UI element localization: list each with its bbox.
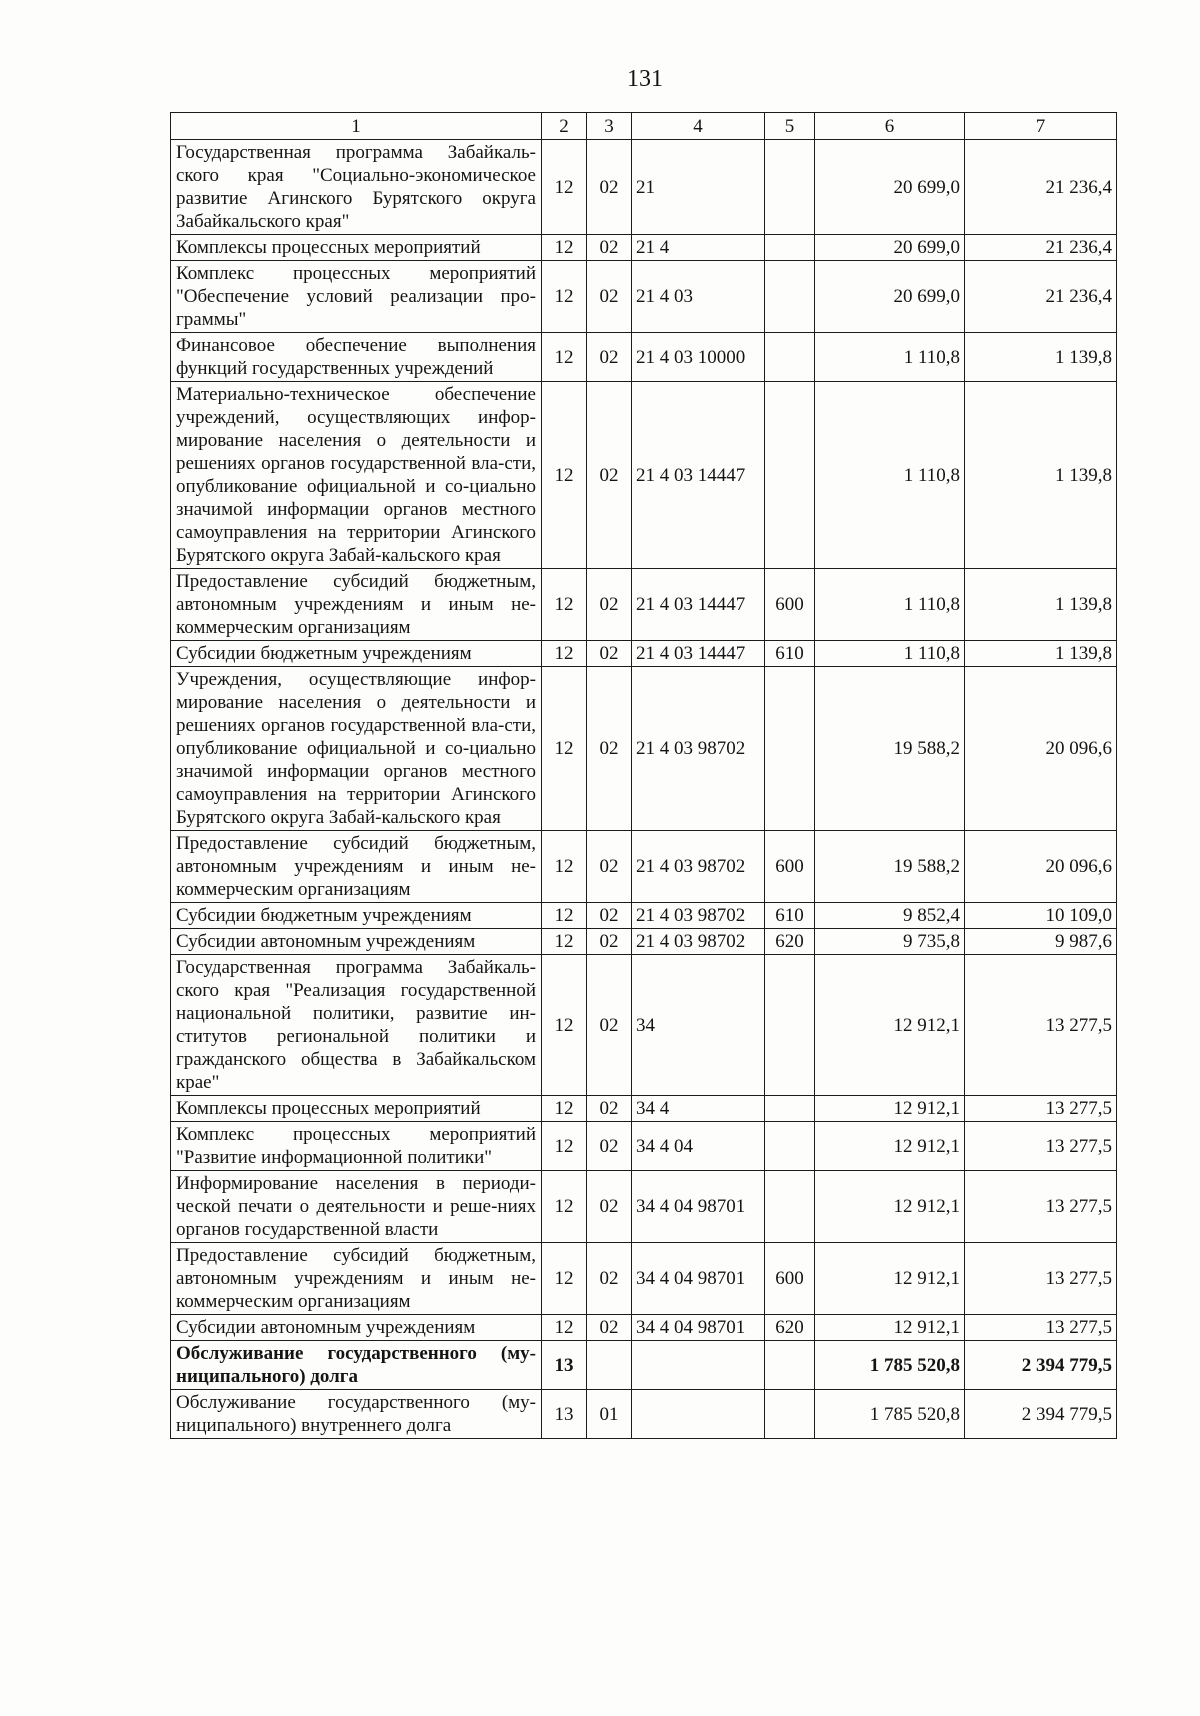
cell-target-article: 21 4 03 98702 bbox=[632, 667, 765, 831]
cell-section: 12 bbox=[542, 929, 587, 955]
page-number: 131 bbox=[627, 66, 663, 92]
table-row bbox=[171, 667, 1117, 831]
cell-section: 12 bbox=[542, 140, 587, 235]
cell-subsection: 02 bbox=[587, 1096, 632, 1122]
table-row bbox=[171, 1315, 1117, 1341]
cell-amount-year-2: 1 139,8 bbox=[965, 333, 1117, 382]
table-row bbox=[171, 333, 1117, 382]
cell-subsection bbox=[587, 1341, 632, 1390]
cell-subsection: 02 bbox=[587, 1243, 632, 1315]
cell-expense-type: 610 bbox=[765, 641, 815, 667]
header-col-6: 6 bbox=[815, 113, 965, 140]
cell-target-article: 21 4 03 98702 bbox=[632, 929, 765, 955]
budget-table bbox=[170, 112, 1117, 1439]
cell-amount-year-2: 13 277,5 bbox=[965, 955, 1117, 1096]
cell-expense-type: 600 bbox=[765, 831, 815, 903]
cell-subsection: 02 bbox=[587, 333, 632, 382]
table-row bbox=[171, 261, 1117, 333]
cell-name: Государственная программа Забайкаль-ского края "Социально-экономическое развитие Агинского Бурятского округа Забайкальского края" bbox=[171, 140, 542, 235]
cell-section: 12 bbox=[542, 955, 587, 1096]
cell-amount-year-2: 9 987,6 bbox=[965, 929, 1117, 955]
cell-target-article: 34 4 04 98701 bbox=[632, 1315, 765, 1341]
cell-target-article: 21 4 03 98702 bbox=[632, 903, 765, 929]
cell-expense-type bbox=[765, 1171, 815, 1243]
cell-name: Предоставление субсидий бюджетным, автономным учреждениям и иным не-коммерческим организациям bbox=[171, 569, 542, 641]
cell-target-article: 21 4 bbox=[632, 235, 765, 261]
cell-name: Финансовое обеспечение выполнения функций государственных учреждений bbox=[171, 333, 542, 382]
header-col-1: 1 bbox=[171, 113, 542, 140]
cell-amount-year-1: 1 785 520,8 bbox=[815, 1390, 965, 1439]
cell-expense-type bbox=[765, 382, 815, 569]
cell-target-article: 21 4 03 14447 bbox=[632, 382, 765, 569]
cell-target-article bbox=[632, 1341, 765, 1390]
cell-name: Субсидии бюджетным учреждениям bbox=[171, 641, 542, 667]
cell-section: 12 bbox=[542, 1315, 587, 1341]
cell-amount-year-2: 13 277,5 bbox=[965, 1315, 1117, 1341]
cell-name: Учреждения, осуществляющие инфор-мирование населения о деятельности и решениях органов государственной вла-сти, опубликование официальной и со-циально значимой информации органов местного самоуправления на территории Агинского Бурятского округа Забай-кальского края bbox=[171, 667, 542, 831]
cell-amount-year-1: 1 110,8 bbox=[815, 382, 965, 569]
cell-target-article: 21 4 03 bbox=[632, 261, 765, 333]
cell-expense-type: 600 bbox=[765, 569, 815, 641]
table-row bbox=[171, 929, 1117, 955]
cell-amount-year-2: 1 139,8 bbox=[965, 641, 1117, 667]
cell-amount-year-1: 12 912,1 bbox=[815, 1315, 965, 1341]
cell-section: 12 bbox=[542, 235, 587, 261]
cell-subsection: 02 bbox=[587, 641, 632, 667]
header-row bbox=[171, 113, 1117, 140]
cell-target-article: 21 4 03 98702 bbox=[632, 831, 765, 903]
table-row bbox=[171, 955, 1117, 1096]
cell-amount-year-2: 13 277,5 bbox=[965, 1122, 1117, 1171]
cell-target-article: 21 4 03 10000 bbox=[632, 333, 765, 382]
cell-expense-type bbox=[765, 235, 815, 261]
cell-amount-year-2: 21 236,4 bbox=[965, 140, 1117, 235]
header-col-2: 2 bbox=[542, 113, 587, 140]
table-row bbox=[171, 235, 1117, 261]
cell-name: Предоставление субсидий бюджетным, автономным учреждениям и иным не-коммерческим организациям bbox=[171, 1243, 542, 1315]
cell-expense-type: 620 bbox=[765, 1315, 815, 1341]
header-col-3: 3 bbox=[587, 113, 632, 140]
table-row bbox=[171, 1390, 1117, 1439]
header-col-4: 4 bbox=[632, 113, 765, 140]
cell-amount-year-1: 1 110,8 bbox=[815, 569, 965, 641]
cell-expense-type: 600 bbox=[765, 1243, 815, 1315]
cell-section: 12 bbox=[542, 1096, 587, 1122]
cell-amount-year-2: 2 394 779,5 bbox=[965, 1341, 1117, 1390]
cell-name: Комплекс процессных мероприятий "Развитие информационной политики" bbox=[171, 1122, 542, 1171]
cell-expense-type bbox=[765, 261, 815, 333]
cell-subsection: 02 bbox=[587, 1122, 632, 1171]
cell-target-article: 21 bbox=[632, 140, 765, 235]
cell-amount-year-2: 20 096,6 bbox=[965, 831, 1117, 903]
cell-amount-year-2: 21 236,4 bbox=[965, 235, 1117, 261]
cell-section: 12 bbox=[542, 1122, 587, 1171]
cell-subsection: 02 bbox=[587, 955, 632, 1096]
cell-subsection: 02 bbox=[587, 1315, 632, 1341]
cell-amount-year-1: 20 699,0 bbox=[815, 140, 965, 235]
cell-name: Материально-техническое обеспечение учреждений, осуществляющих инфор-мирование населения о деятельности и решениях органов государственной вла-сти, опубликование официальной и со-циально значимой информации органов местного самоуправления на территории Агинского Бурятского округа Забай-кальского края bbox=[171, 382, 542, 569]
cell-expense-type bbox=[765, 667, 815, 831]
cell-expense-type bbox=[765, 333, 815, 382]
cell-subsection: 02 bbox=[587, 382, 632, 569]
cell-name: Субсидии автономным учреждениям bbox=[171, 1315, 542, 1341]
cell-expense-type bbox=[765, 1122, 815, 1171]
cell-amount-year-1: 20 699,0 bbox=[815, 235, 965, 261]
table-row bbox=[171, 140, 1117, 235]
cell-amount-year-2: 21 236,4 bbox=[965, 261, 1117, 333]
cell-amount-year-2: 13 277,5 bbox=[965, 1243, 1117, 1315]
table-row bbox=[171, 1096, 1117, 1122]
cell-amount-year-2: 20 096,6 bbox=[965, 667, 1117, 831]
cell-section: 12 bbox=[542, 641, 587, 667]
table-body bbox=[171, 140, 1117, 1439]
cell-section: 12 bbox=[542, 333, 587, 382]
cell-subsection: 02 bbox=[587, 569, 632, 641]
cell-expense-type bbox=[765, 1390, 815, 1439]
table-row bbox=[171, 641, 1117, 667]
table-row bbox=[171, 1341, 1117, 1390]
cell-name: Информирование населения в периоди-ческой печати о деятельности и реше-ниях органов государственной власти bbox=[171, 1171, 542, 1243]
cell-name: Предоставление субсидий бюджетным, автономным учреждениям и иным не-коммерческим организациям bbox=[171, 831, 542, 903]
table-row bbox=[171, 382, 1117, 569]
table-row bbox=[171, 569, 1117, 641]
table-row bbox=[171, 831, 1117, 903]
header-col-7: 7 bbox=[965, 113, 1117, 140]
cell-amount-year-2: 1 139,8 bbox=[965, 382, 1117, 569]
cell-name: Субсидии автономным учреждениям bbox=[171, 929, 542, 955]
cell-section: 12 bbox=[542, 261, 587, 333]
cell-amount-year-1: 12 912,1 bbox=[815, 1243, 965, 1315]
cell-subsection: 02 bbox=[587, 831, 632, 903]
cell-name: Комплексы процессных мероприятий bbox=[171, 235, 542, 261]
cell-amount-year-1: 1 110,8 bbox=[815, 333, 965, 382]
cell-expense-type bbox=[765, 140, 815, 235]
cell-section: 12 bbox=[542, 831, 587, 903]
cell-section: 12 bbox=[542, 1243, 587, 1315]
cell-subsection: 02 bbox=[587, 140, 632, 235]
cell-amount-year-2: 1 139,8 bbox=[965, 569, 1117, 641]
cell-subsection: 02 bbox=[587, 929, 632, 955]
cell-expense-type: 610 bbox=[765, 903, 815, 929]
table-row bbox=[171, 1243, 1117, 1315]
cell-target-article bbox=[632, 1390, 765, 1439]
cell-subsection: 02 bbox=[587, 903, 632, 929]
cell-section: 12 bbox=[542, 667, 587, 831]
cell-target-article: 34 4 bbox=[632, 1096, 765, 1122]
cell-name: Государственная программа Забайкаль-ского края "Реализация государственной национальной политики, развитие ин-ститутов региональной политики и гражданского общества в Забайкальском крае" bbox=[171, 955, 542, 1096]
cell-subsection: 02 bbox=[587, 667, 632, 831]
table-row bbox=[171, 903, 1117, 929]
cell-amount-year-1: 9 735,8 bbox=[815, 929, 965, 955]
cell-section: 12 bbox=[542, 903, 587, 929]
cell-amount-year-2: 2 394 779,5 bbox=[965, 1390, 1117, 1439]
cell-amount-year-2: 13 277,5 bbox=[965, 1171, 1117, 1243]
cell-name: Обслуживание государственного (му-ниципального) внутреннего долга bbox=[171, 1390, 542, 1439]
cell-subsection: 02 bbox=[587, 261, 632, 333]
table-row bbox=[171, 1122, 1117, 1171]
cell-name: Субсидии бюджетным учреждениям bbox=[171, 903, 542, 929]
cell-subsection: 01 bbox=[587, 1390, 632, 1439]
table-row bbox=[171, 1171, 1117, 1243]
cell-amount-year-1: 1 785 520,8 bbox=[815, 1341, 965, 1390]
cell-amount-year-1: 9 852,4 bbox=[815, 903, 965, 929]
cell-amount-year-1: 1 110,8 bbox=[815, 641, 965, 667]
cell-section: 13 bbox=[542, 1390, 587, 1439]
cell-target-article: 34 4 04 bbox=[632, 1122, 765, 1171]
cell-expense-type: 620 bbox=[765, 929, 815, 955]
cell-amount-year-1: 19 588,2 bbox=[815, 831, 965, 903]
cell-expense-type bbox=[765, 1096, 815, 1122]
cell-amount-year-1: 20 699,0 bbox=[815, 261, 965, 333]
cell-amount-year-1: 19 588,2 bbox=[815, 667, 965, 831]
cell-amount-year-1: 12 912,1 bbox=[815, 1096, 965, 1122]
cell-section: 13 bbox=[542, 1341, 587, 1390]
cell-target-article: 34 4 04 98701 bbox=[632, 1171, 765, 1243]
cell-name: Комплексы процессных мероприятий bbox=[171, 1096, 542, 1122]
cell-amount-year-2: 13 277,5 bbox=[965, 1096, 1117, 1122]
cell-name: Комплекс процессных мероприятий "Обеспечение условий реализации про-граммы" bbox=[171, 261, 542, 333]
cell-amount-year-1: 12 912,1 bbox=[815, 1122, 965, 1171]
cell-subsection: 02 bbox=[587, 1171, 632, 1243]
header-col-5: 5 bbox=[765, 113, 815, 140]
cell-section: 12 bbox=[542, 382, 587, 569]
cell-name: Обслуживание государственного (му-ниципального) долга bbox=[171, 1341, 542, 1390]
cell-amount-year-2: 10 109,0 bbox=[965, 903, 1117, 929]
cell-target-article: 21 4 03 14447 bbox=[632, 641, 765, 667]
cell-target-article: 34 bbox=[632, 955, 765, 1096]
cell-expense-type bbox=[765, 955, 815, 1096]
cell-subsection: 02 bbox=[587, 235, 632, 261]
cell-target-article: 34 4 04 98701 bbox=[632, 1243, 765, 1315]
cell-amount-year-1: 12 912,1 bbox=[815, 1171, 965, 1243]
cell-section: 12 bbox=[542, 569, 587, 641]
cell-section: 12 bbox=[542, 1171, 587, 1243]
cell-target-article: 21 4 03 14447 bbox=[632, 569, 765, 641]
cell-expense-type bbox=[765, 1341, 815, 1390]
cell-amount-year-1: 12 912,1 bbox=[815, 955, 965, 1096]
